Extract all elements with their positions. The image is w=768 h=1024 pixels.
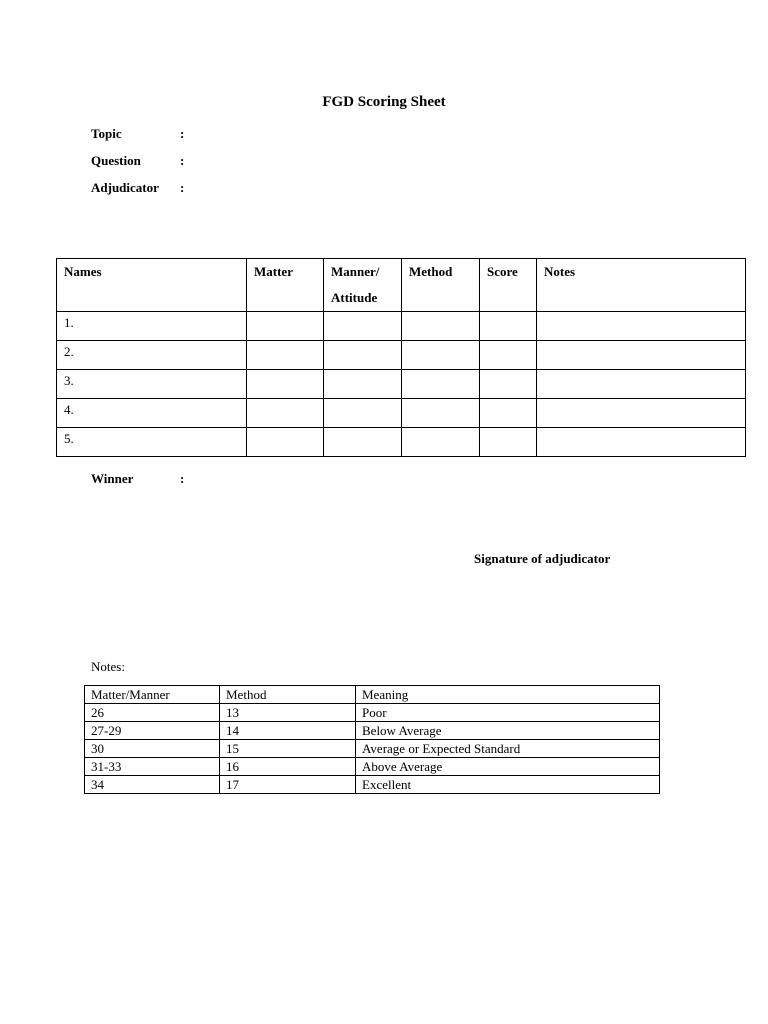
method-cell <box>402 399 480 428</box>
matter-cell <box>247 399 324 428</box>
header-score: Score <box>480 259 537 312</box>
legend-header-meaning: Meaning <box>356 686 660 704</box>
manner-cell <box>324 428 402 457</box>
table-row <box>57 341 746 370</box>
legend-matter-manner: 30 <box>85 740 220 758</box>
winner-label: Winner <box>91 471 134 486</box>
winner-colon: : <box>180 471 185 486</box>
method-cell <box>402 312 480 341</box>
question-colon: : <box>180 153 185 168</box>
header-manner-attitude: Manner/ Attitude <box>324 259 402 312</box>
adjudicator-colon: : <box>180 180 185 195</box>
manner-cell <box>324 399 402 428</box>
method-cell <box>402 428 480 457</box>
scoring-legend-table <box>84 685 660 794</box>
method-cell <box>402 341 480 370</box>
legend-meaning: Poor <box>356 704 660 722</box>
legend-method: 15 <box>220 740 356 758</box>
table-row <box>57 399 746 428</box>
legend-matter-manner: 27-29 <box>85 722 220 740</box>
method-cell <box>402 370 480 399</box>
table-row <box>85 776 660 794</box>
legend-meaning: Above Average <box>356 758 660 776</box>
legend-meaning: Below Average <box>356 722 660 740</box>
score-cell <box>480 341 537 370</box>
legend-matter-manner: 34 <box>85 776 220 794</box>
notes-cell <box>537 370 746 399</box>
legend-header-row <box>85 686 660 704</box>
legend-matter-manner: 26 <box>85 704 220 722</box>
table-row <box>57 370 746 399</box>
page-title: FGD Scoring Sheet <box>322 94 446 110</box>
adjudicator-label: Adjudicator <box>91 180 159 195</box>
topic-label: Topic <box>91 126 122 141</box>
notes-cell <box>537 428 746 457</box>
row-number: 3. <box>57 370 247 399</box>
question-label: Question <box>91 153 141 168</box>
table-row <box>85 740 660 758</box>
legend-header-matter-manner: Matter/Manner <box>85 686 220 704</box>
header-names: Names <box>57 259 247 312</box>
legend-method: 17 <box>220 776 356 794</box>
signature-label: Signature of adjudicator <box>474 551 611 566</box>
matter-cell <box>247 312 324 341</box>
row-number: 2. <box>57 341 247 370</box>
notes-cell <box>537 341 746 370</box>
score-cell <box>480 312 537 341</box>
legend-matter-manner: 31-33 <box>85 758 220 776</box>
notes-cell <box>537 312 746 341</box>
header-method: Method <box>402 259 480 312</box>
manner-cell <box>324 341 402 370</box>
topic-colon: : <box>180 126 185 141</box>
matter-cell <box>247 428 324 457</box>
legend-meaning: Average or Expected Standard <box>356 740 660 758</box>
notes-label: Notes: <box>91 659 125 674</box>
score-cell <box>480 428 537 457</box>
score-cell <box>480 399 537 428</box>
score-cell <box>480 370 537 399</box>
manner-cell <box>324 370 402 399</box>
scoring-table <box>56 258 746 457</box>
scoring-table-header <box>57 259 746 312</box>
header-matter: Matter <box>247 259 324 312</box>
row-number: 4. <box>57 399 247 428</box>
legend-header-method: Method <box>220 686 356 704</box>
legend-method: 14 <box>220 722 356 740</box>
notes-cell <box>537 399 746 428</box>
table-row <box>85 758 660 776</box>
manner-cell <box>324 312 402 341</box>
legend-meaning: Excellent <box>356 776 660 794</box>
legend-method: 13 <box>220 704 356 722</box>
table-row <box>85 722 660 740</box>
table-row <box>57 428 746 457</box>
matter-cell <box>247 370 324 399</box>
table-row <box>57 312 746 341</box>
matter-cell <box>247 341 324 370</box>
legend-method: 16 <box>220 758 356 776</box>
header-notes: Notes <box>537 259 746 312</box>
row-number: 1. <box>57 312 247 341</box>
row-number: 5. <box>57 428 247 457</box>
table-row <box>85 704 660 722</box>
